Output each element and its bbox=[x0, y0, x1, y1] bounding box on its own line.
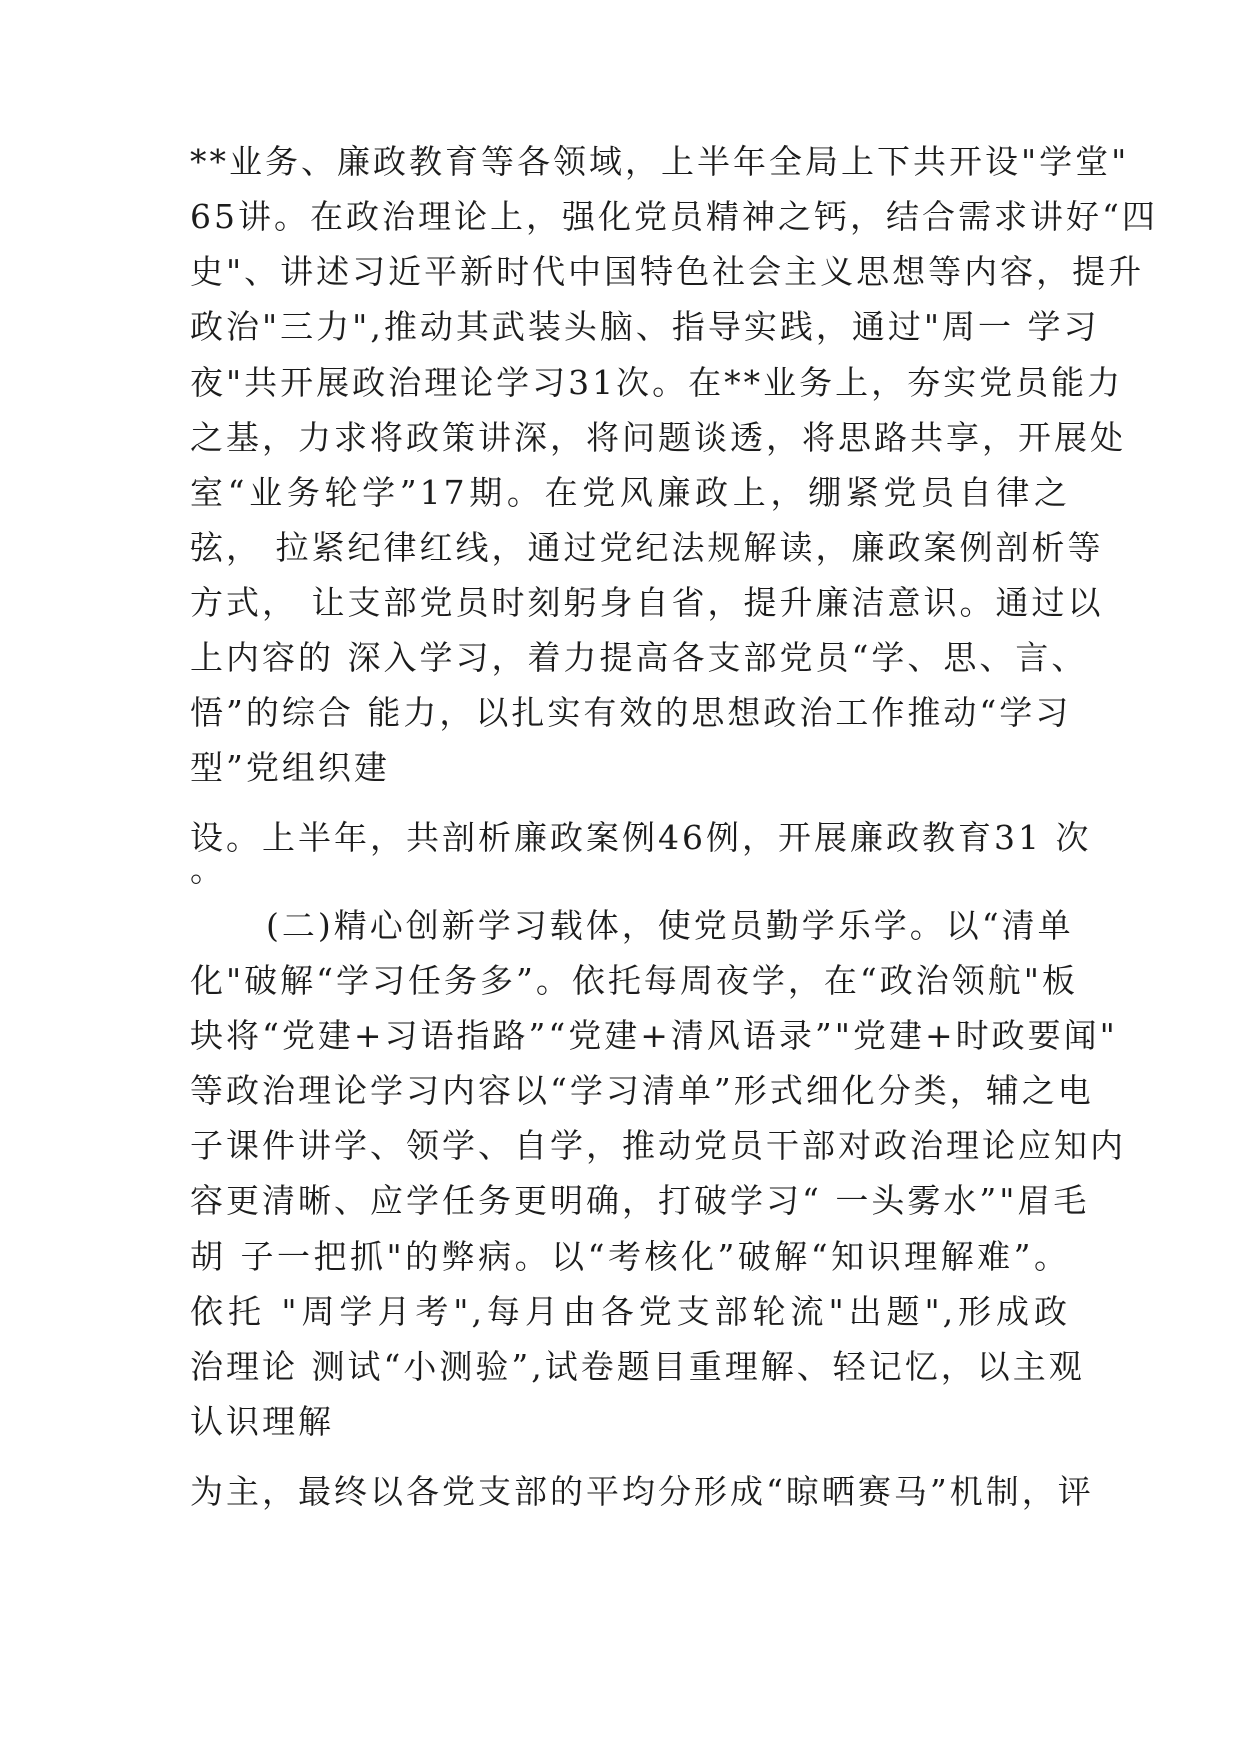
text-line: 弦， 拉紧纪律红线，通过党纪法规解读，廉政案例剖析等 bbox=[190, 528, 1104, 567]
text-line: 依托 "周学月考",每月由各党支部轮流"出题",形成政 bbox=[190, 1292, 1070, 1331]
text-line: 室“业务轮学”17期。在党风廉政上，绷紧党员自律之 bbox=[190, 473, 1070, 512]
text-line: 块将“党建+习语指路”“党建+清风语录”"党建+时政要闻" bbox=[190, 1016, 1118, 1055]
text-line: 化"破解“学习任务多”。依托每周夜学，在“政治领航"板 bbox=[190, 961, 1078, 1000]
text-line: 。 bbox=[190, 850, 226, 889]
text-line: 夜"共开展政治理论学习31次。在**业务上，夯实党员能力 bbox=[190, 363, 1124, 402]
text-line: 等政治理论学习内容以“学习清单”形式细化分类，辅之电 bbox=[190, 1071, 1094, 1110]
text-line: 设。上半年，共剖析廉政案例46例，开展廉政教育31 次 bbox=[190, 818, 1092, 857]
text-line: 政治"三力",推动其武装头脑、指导实践，通过"周一 学习 bbox=[190, 307, 1100, 346]
text-line: 之基，力求将政策讲深，将问题谈透，将思路共享，开展处 bbox=[190, 418, 1126, 457]
text-line: 型”党组织建 bbox=[190, 748, 390, 787]
text-line: 悟”的综合 能力，以扎实有效的思想政治工作推动“学习 bbox=[190, 693, 1072, 732]
text-line: **业务、廉政教育等各领域，上半年全局上下共开设"学堂" bbox=[190, 142, 1130, 181]
text-line: 方式， 让支部党员时刻躬身自省，提升廉洁意识。通过以 bbox=[190, 583, 1104, 622]
text-line: 为主，最终以各党支部的平均分形成“晾晒赛马”机制，评 bbox=[190, 1472, 1094, 1511]
text-line: 认识理解 bbox=[190, 1402, 334, 1441]
paragraph-heading-line: (二)精心创新学习载体，使党员勤学乐学。以“清单 bbox=[266, 906, 1074, 945]
text-line: 胡 子一把抓"的弊病。以“考核化”破解“知识理解难”。 bbox=[190, 1237, 1070, 1276]
text-line: 治理论 测试“小测验”,试卷题目重理解、轻记忆，以主观 bbox=[190, 1347, 1085, 1386]
text-line: 容更清晰、应学任务更明确，打破学习“ 一头雾水”"眉毛 bbox=[190, 1181, 1090, 1220]
text-line: 史"、讲述习近平新时代中国特色社会主义思想等内容，提升 bbox=[190, 252, 1145, 291]
text-line: 上内容的 深入学习，着力提高各支部党员“学、思、言、 bbox=[190, 638, 1088, 677]
text-line: 65讲。在政治理论上，强化党员精神之钙，结合需求讲好“四 bbox=[190, 197, 1158, 236]
text-line: 子课件讲学、领学、自学，推动党员干部对政治理论应知内 bbox=[190, 1126, 1126, 1165]
